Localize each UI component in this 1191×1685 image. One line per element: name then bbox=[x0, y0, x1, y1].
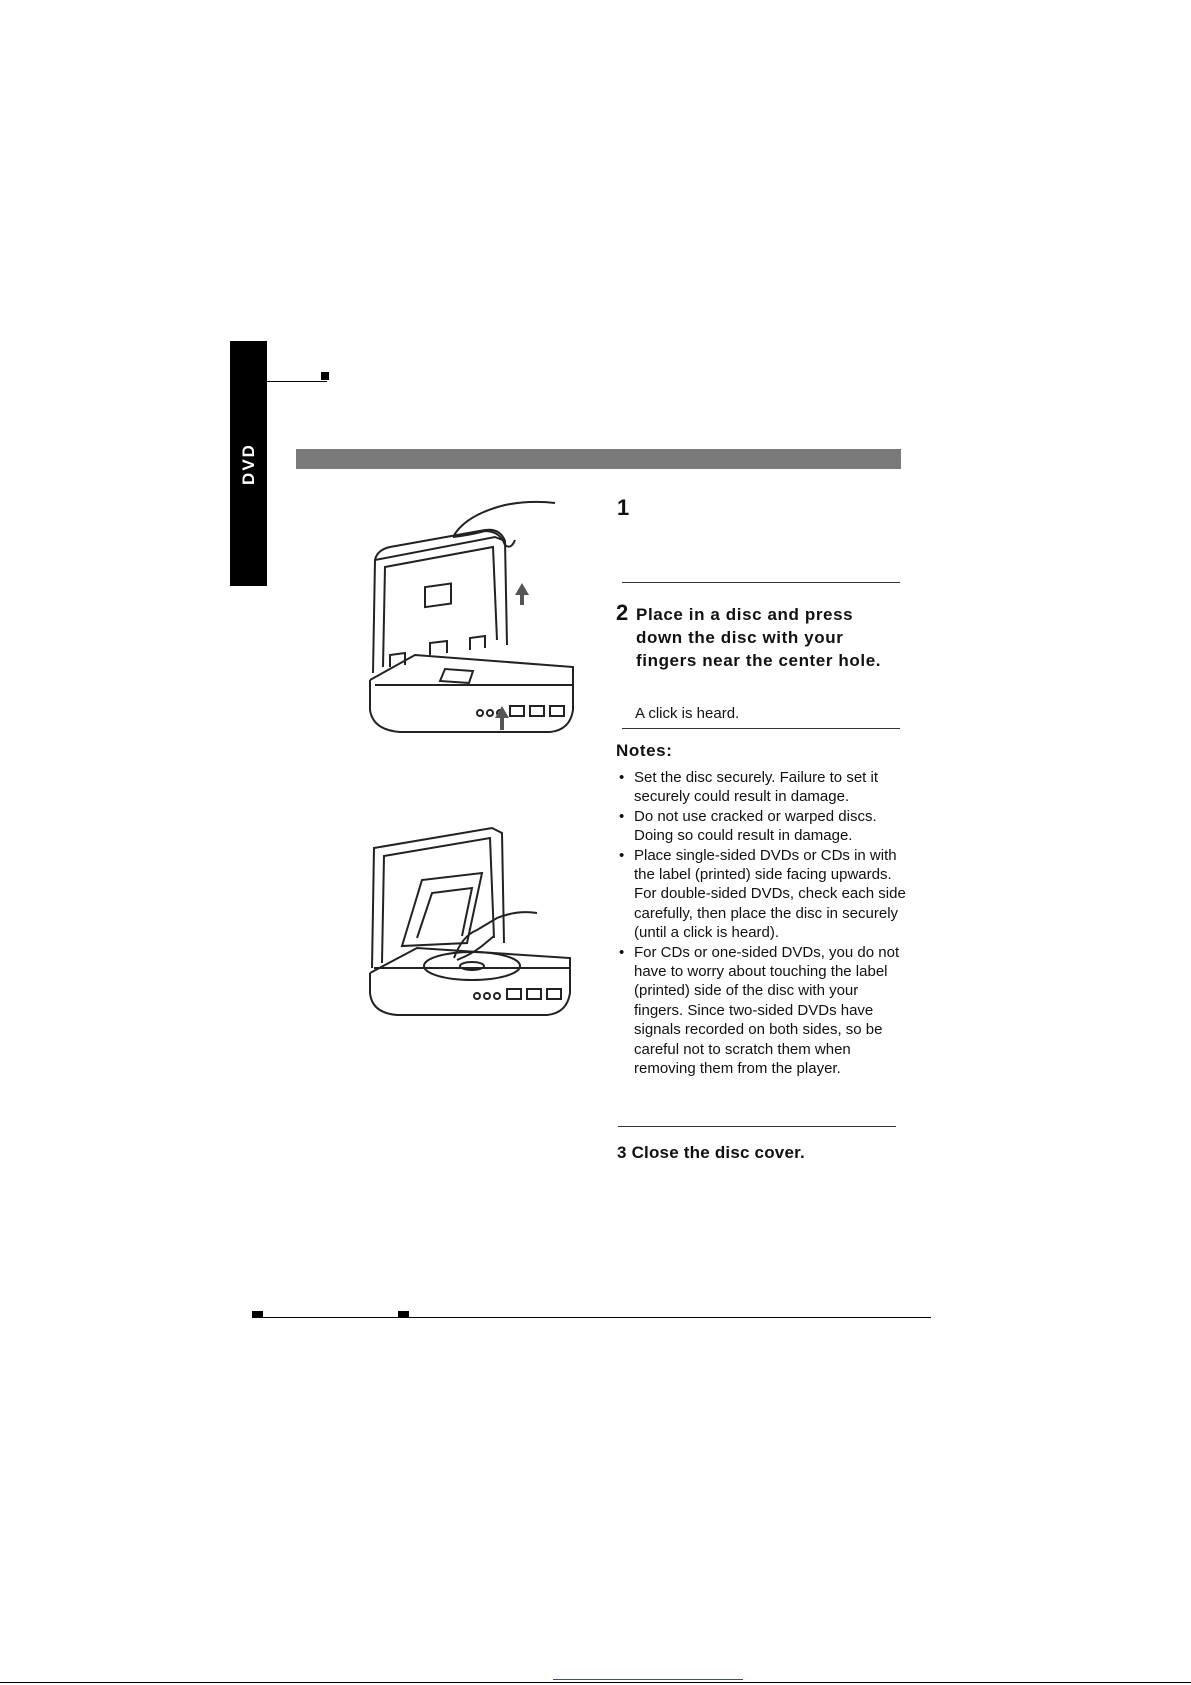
bottom-link-underline bbox=[553, 1679, 743, 1680]
step-2-number: 2 bbox=[616, 600, 629, 625]
step-2-instruction: Place in a disc and press down the disc with your fingers near the center hole. bbox=[636, 605, 882, 670]
step-3-instruction: 3 Close the disc cover. bbox=[617, 1143, 805, 1162]
step-divider bbox=[622, 582, 900, 583]
note-text: • Do not use cracked or warped discs. Doing so could result in damage. bbox=[634, 807, 877, 845]
list-item bbox=[616, 846, 906, 943]
notes-title: Notes: bbox=[616, 741, 673, 760]
note-text: • Set the disc securely. Failure to set it securely could result in damage. bbox=[634, 769, 878, 806]
bottom-page-rule bbox=[0, 1682, 1191, 1683]
dvd-player-insert-disc-illustration bbox=[362, 818, 587, 1018]
note-text: • Place single-sided DVDs or CDs in with the label (printed) side facing upwards. bbox=[634, 846, 897, 884]
section-title-bar bbox=[296, 449, 901, 469]
dvd-player-open-lid-illustration bbox=[355, 495, 595, 740]
list-item bbox=[616, 943, 906, 1079]
list-item bbox=[616, 807, 906, 846]
step-divider bbox=[618, 1126, 896, 1127]
header-square-marker bbox=[321, 372, 329, 380]
notes-list bbox=[616, 768, 906, 1079]
list-item bbox=[616, 768, 906, 807]
step-1-number: 1 bbox=[617, 495, 630, 520]
footer-rule bbox=[252, 1317, 931, 1318]
section-tab-label: DVD bbox=[238, 442, 258, 485]
note-text: • For CDs or one-sided DVDs, you do not have to worry about touching the label (printed) side of the disc with your fingers. Since two-sided DVDs have signals recorded on both sides, so be careful not to scratch them when removing them from the player. bbox=[634, 943, 900, 1078]
section-tab bbox=[230, 341, 267, 586]
step-divider bbox=[622, 728, 900, 729]
header-rule bbox=[267, 381, 327, 382]
note-extra-text: For double-sided DVDs, check each side carefully, then place the disc in securely (until a click is heard). bbox=[634, 885, 906, 942]
step-2-note: A click is heard. bbox=[635, 705, 740, 722]
